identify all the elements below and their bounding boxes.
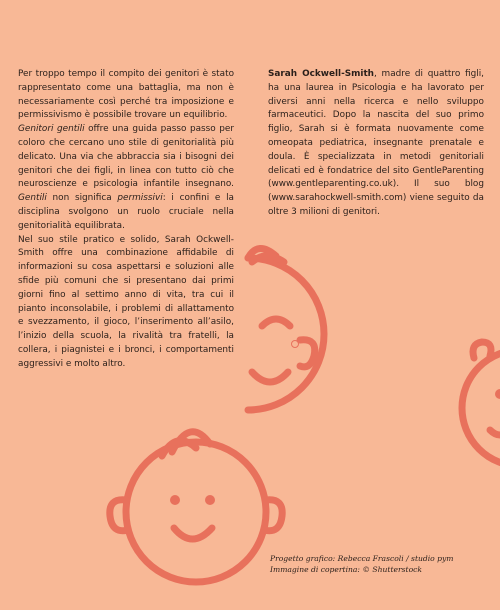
smiling-baby-face-icon	[110, 432, 282, 582]
description-text: : i confini e la disciplina svolgono un ruolo cruciale nella genitorialità equilibrata.	[18, 193, 234, 231]
author-bio-paragraph	[268, 68, 484, 220]
author-name: Sarah Ockwell-Smith	[268, 69, 374, 79]
author-bio-text: , madre di quattro figli, ha una laurea in Psicologia e ha lavorato per diversi anni nella ricerca e nello sviluppo farmaceutici. Dopo la nascita del suo primo figlio, Sarah si è formata nuovamente come omeopata pediatrica, insegnante prenatale e doula. È specializzata in metodi genitoriali delicati ed è fondatrice del sito GentleParenting (www.gentleparenting.co.uk). Il suo blog (www.sarahockwell-smith.com) viene seguito da oltre 3 milioni di genitori.	[268, 69, 484, 217]
book-title-italic: Genitori gentili	[18, 124, 85, 135]
description-paragraph-2	[18, 123, 234, 233]
winking-baby-face-icon	[248, 248, 324, 410]
description-paragraph-3: Nel suo stile pratico e solido, Sarah Ockwell-Smith offre una combinazione affidabile di informazioni su cosa aspettarsi e soluzioni alle sfide più comuni che si presentano dai primi giorni fino al settimo anno di vita, tra cui il pianto inconsolabile, i problemi di allattamento e svezzamento, il gioco, l’inserimento all’asilo, l’inizio della scuola, la rivalità tra fratelli, la collera, i piagnistei e i bronci, i comportamenti aggressivi e molto altro.	[18, 234, 234, 369]
emphasis-permissivi: permissivi	[117, 193, 163, 204]
book-description	[18, 68, 234, 372]
description-paragraph-1: Per troppo tempo il compito dei genitori è stato rappresentato come una battaglia, ma non è necessariamente così perché tra imposizione e permissivismo è possibile trovare un equilibrio.	[18, 69, 234, 121]
description-text: non significa	[46, 193, 118, 204]
description-text: offre una guida passo passo per coloro che cercano uno stile di genitorialità più delicato. Una via che abbraccia sia i bisogni dei genitori che dei figli, in linea con tutto ciò che neuroscienze e psicologia infantile insegnano.	[18, 124, 234, 190]
author-bio	[268, 68, 484, 220]
cover-credits	[270, 553, 454, 575]
design-credit: Progetto grafico: Rebecca Frascoli / studio pym	[270, 554, 454, 563]
image-credit: Immagine di copertina: © Shutterstock	[270, 565, 422, 574]
partial-baby-face-icon	[462, 342, 500, 466]
emphasis-gentili: Gentili	[18, 193, 47, 204]
